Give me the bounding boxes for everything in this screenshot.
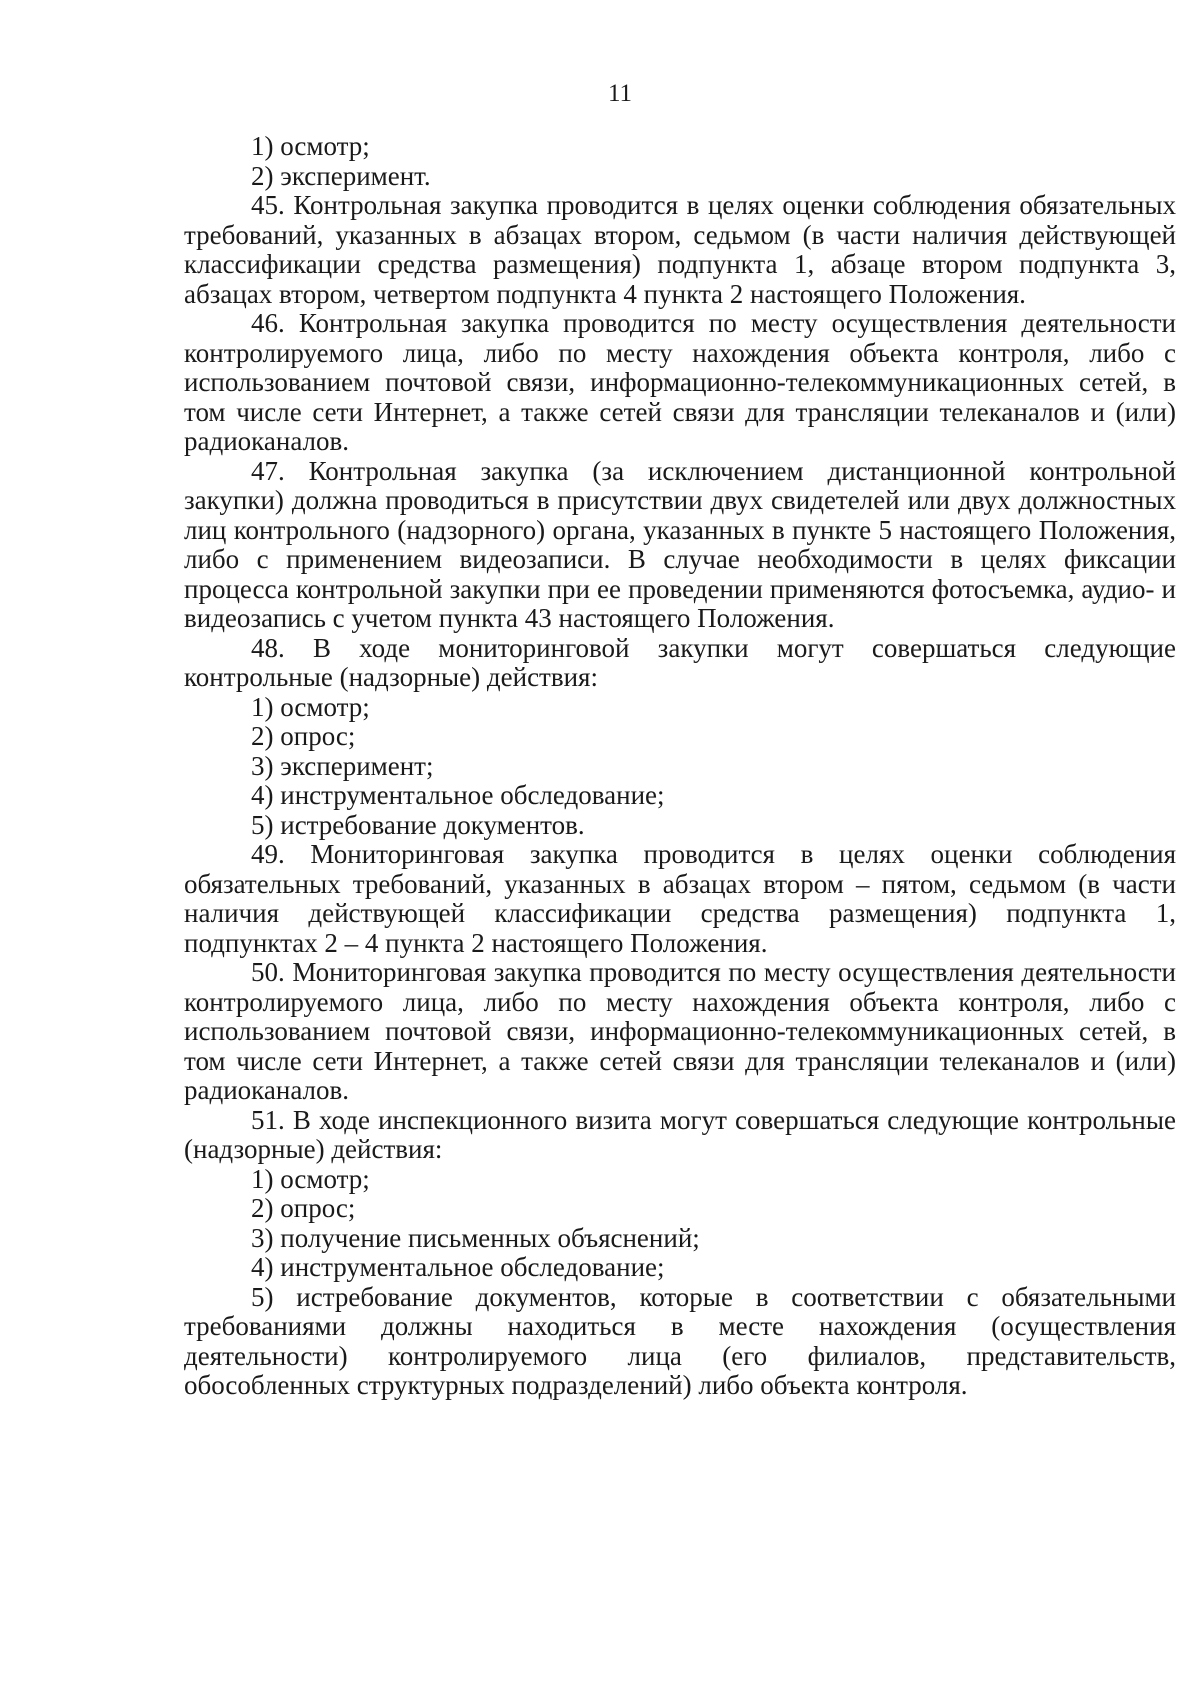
paragraph: 1) осмотр; (251, 131, 370, 161)
paragraph: 2) опрос; (251, 1193, 356, 1223)
paragraph: 46. Контрольная закупка проводится по месту осуществления деятельности контролируемого лица, либо по месту нахождения объекта контроля, либо с использованием почтовой связи, информационно-телекоммуникационных сетей, в том числе сети Интернет, а также сетей связи для трансляции телеканалов и (или) радиоканалов. (184, 308, 1176, 456)
paragraph: 2) эксперимент. (251, 160, 431, 191)
paragraph: 47. Контрольная закупка (за исключением дистанционной контрольной закупки) должна проводиться в присутствии двух свидетелей или двух должностных лиц контрольного (надзорного) органа, указанных в пункте 5 настоящего Положения, либо с применением видеозаписи. В случае необходимости в целях фиксации процесса контрольной закупки при ее проведении применяются фотосъемка, аудио- и видеозапись с учетом пункта 43 настоящего Положения. (184, 455, 1176, 633)
paragraph: 1) осмотр; (251, 691, 370, 722)
paragraph: 49. Мониторинговая закупка проводится в целях оценки соблюдения обязательных требований, указанных в абзацах втором – пятом, седьмом (в части наличия действующей классификации средства размещения) подпункта 1, подпунктах 2 – 4 пункта 2 настоящего Положения. (184, 839, 1176, 958)
paragraph: 50. Мониторинговая закупка проводится по месту осуществления деятельности контролируемого лица, либо по месту нахождения объекта контроля, либо с использованием почтовой связи, информационно-телекоммуникационных сетей, в том числе сети Интернет, а также сетей связи для трансляции телеканалов и (или) радиоканалов. (184, 957, 1176, 1105)
paragraph: 51. В ходе инспекционного визита могут совершаться следующие контрольные (надзорные) действия: (184, 1104, 1176, 1164)
paragraph: 2) опрос; (251, 721, 356, 751)
document-body (184, 132, 1176, 1401)
paragraph: 48. В ходе мониторинговой закупки могут совершаться следующие контрольные (надзорные) действия: (184, 632, 1176, 692)
paragraph: 5) истребование документов, которые в соответствии с обязательными требованиями должны находиться в месте нахождения (осуществления деятельности) контролируемого лица (его филиалов, представительств, обособленных структурных подразделений) либо объекта контроля. (184, 1281, 1176, 1400)
paragraph: 1) осмотр; (251, 1163, 370, 1194)
page-number: 11 (607, 80, 633, 107)
paragraph: 4) инструментальное обследование; (251, 780, 665, 810)
paragraph: 4) инструментальное обследование; (251, 1252, 665, 1282)
paragraph: 3) эксперимент; (251, 750, 434, 781)
paragraph: 45. Контрольная закупка проводится в целях оценки соблюдения обязательных требований, указанных в абзацах втором, седьмом (в части наличия действующей классификации средства размещения) подпункта 1, абзаце втором подпункта 3, абзацах втором, четвертом подпункта 4 пункта 2 настоящего Положения. (184, 190, 1176, 309)
paragraph: 3) получение письменных объяснений; (251, 1222, 700, 1253)
paragraph: 5) истребование документов. (251, 809, 585, 840)
